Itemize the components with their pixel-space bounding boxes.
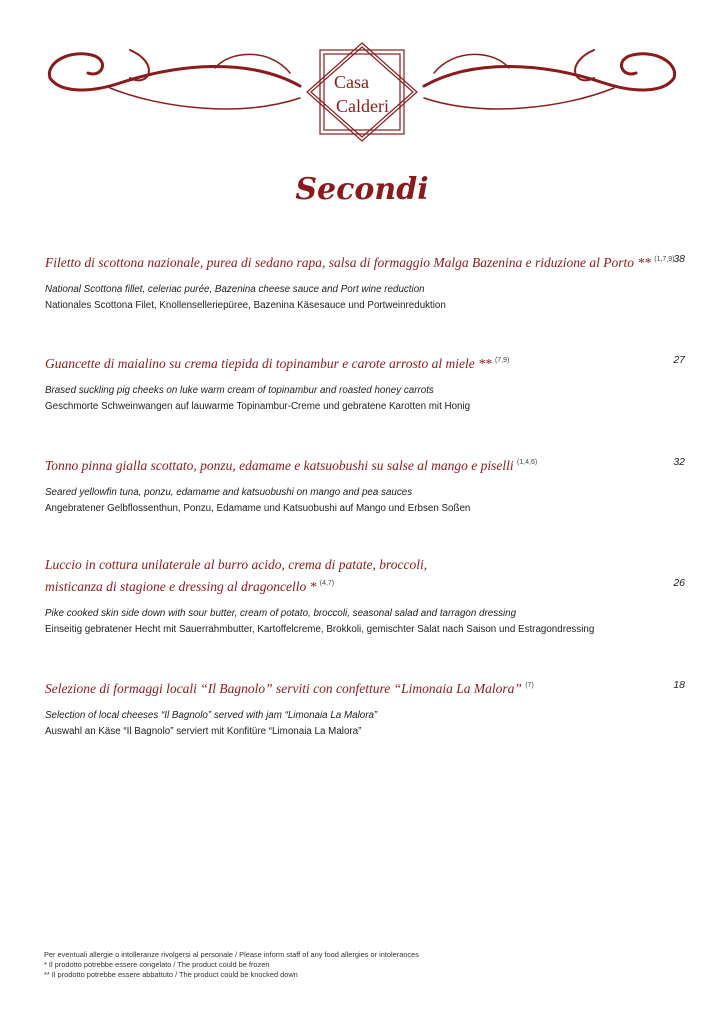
item-price: 26 [673, 577, 685, 589]
item-desc-en: Pike cooked skin side down with sour butter, cream of potato, broccoli, seasonal salad and tarragon dressing [45, 608, 517, 619]
item-name: Luccio in cottura unilaterale al burro acido, crema di patate, broccoli, [45, 557, 428, 572]
item-price: 32 [673, 456, 685, 468]
item-desc-en: Seared yellowfin tuna, ponzu, edamame and katsuobushi on mango and pea sauces [45, 487, 413, 498]
item-desc-en: Brased suckling pig cheeks on luke warm cream of topinambur and roasted honey carrots [45, 385, 434, 396]
allergens: (1,7,9) [654, 256, 675, 263]
knocked-down-note: ** Il prodotto potrebbe essere abbattuto / The product could be knocked down [44, 970, 298, 979]
section-title: Secondi [295, 172, 429, 207]
allergens: (7,9) [494, 357, 510, 364]
item-desc-de: Einseitig gebratener Hecht mit Sauerrahmbutter, Kartoffelcreme, Brokkoli, gemischter Salat nach Saison und Estragondressing [45, 624, 595, 635]
logo-line1: Casa [334, 72, 369, 92]
menu-item [45, 676, 685, 740]
menu-item [45, 453, 685, 517]
item-name: Tonno pinna gialla scottato, ponzu, edamame e katsuobushi su salse al mango e piselli [45, 458, 514, 473]
item-price: 18 [673, 679, 685, 691]
header-ornament [0, 38, 724, 148]
item-desc-en: Selection of local cheeses “Il Bagnolo” served with jam “Limonaia La Malora” [45, 710, 378, 721]
allergens: (7) [525, 682, 534, 689]
frozen-note: * Il prodotto potrebbe essere congelato / The product could be frozen [44, 960, 270, 969]
menu-item [45, 555, 685, 638]
item-price: 27 [673, 354, 685, 366]
allergens: (4,7) [319, 580, 335, 587]
menu-item [45, 250, 685, 314]
right-scroll-icon [424, 54, 675, 90]
allergens: (1,4,6) [517, 459, 538, 466]
item-desc-de: Angebratener Gelbflossenthun, Ponzu, Edamame und Katsuobushi auf Mango und Erbsen Soßen [45, 503, 471, 514]
allergy-note: Per eventuali allergie o intolleranze rivolgersi al personale / Please inform staff of any food allergies or intolerances [44, 950, 419, 959]
item-desc-de: Geschmorte Schweinwangen auf lauwarme Topinambur-Creme und gebratene Karotten mit Honig [45, 401, 471, 412]
logo-line2: Calderi [336, 96, 389, 116]
footer-notes [44, 950, 419, 980]
item-price: 38 [673, 253, 685, 265]
item-desc-de: Auswahl an Käse “Il Bagnolo” serviert mit Konfitüre “Limonaia La Malora” [45, 726, 362, 737]
item-name: Selezione di formaggi locali “Il Bagnolo” serviti con confetture “Limonaia La Malora” [45, 681, 522, 696]
menu-item [45, 351, 685, 415]
item-desc-de: Nationales Scottona Filet, Knollenselleriepüree, Bazenina Käsesauce und Portweinreduktion [45, 300, 446, 311]
logo-frame-icon [307, 43, 417, 141]
item-name-line2: misticanza di stagione e dressing al dragoncello * [45, 579, 317, 594]
left-scroll-icon [49, 54, 300, 90]
item-desc-en: National Scottona fillet, celeriac purée, Bazenina cheese sauce and Port wine reduction [45, 284, 425, 295]
item-name: Filetto di scottona nazionale, purea di sedano rapa, salsa di formaggio Malga Bazenina e riduzione al Porto ** [45, 255, 651, 270]
item-name: Guancette di maialino su crema tiepida di topinambur e carote arrosto al miele ** [45, 356, 492, 371]
